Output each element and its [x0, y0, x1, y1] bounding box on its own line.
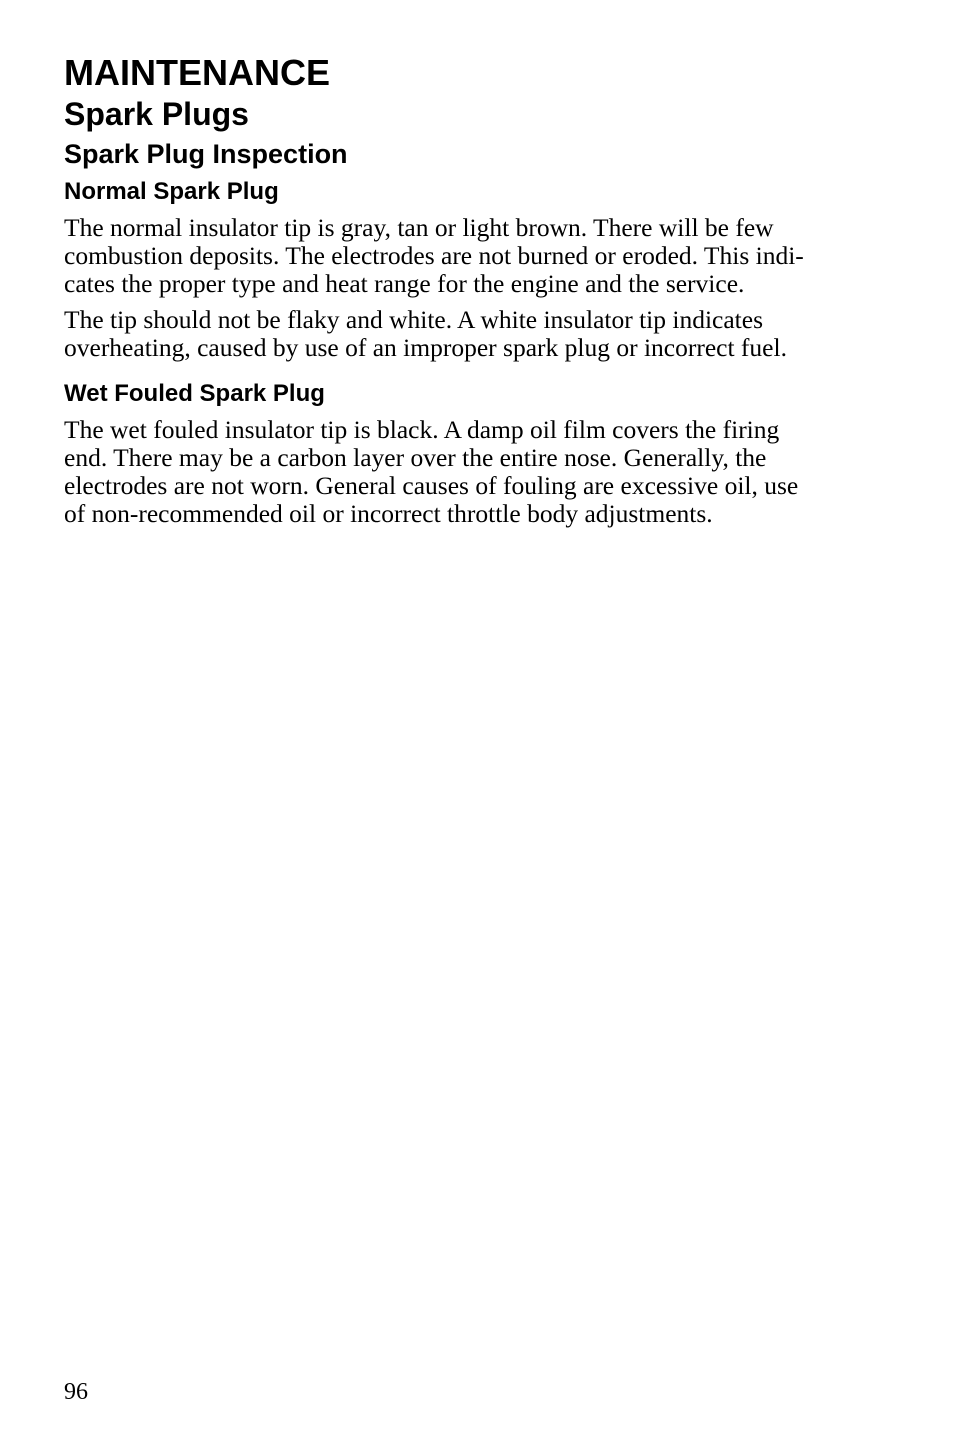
text-line: end. There may be a carbon layer over the entire nose. Generally, the	[64, 443, 767, 472]
text-line: The wet fouled insulator tip is black. A damp oil film covers the firing	[64, 415, 780, 444]
page-number: 96	[64, 1379, 88, 1405]
text-line: electrodes are not worn. General causes of fouling are excessive oil, use	[64, 471, 799, 500]
wet-fouled-plug-heading: Wet Fouled Spark Plug	[64, 380, 325, 407]
normal-plug-paragraph-1	[64, 214, 874, 298]
subsection-title: Spark Plug Inspection	[64, 139, 348, 169]
section-title: Spark Plugs	[64, 96, 249, 132]
text-line: The tip should not be flaky and white. A white insulator tip indicates	[64, 305, 764, 334]
normal-plug-heading: Normal Spark Plug	[64, 178, 279, 205]
text-line: overheating, caused by use of an improper spark plug or incorrect fuel.	[64, 333, 787, 362]
text-line: of non-recommended oil or incorrect throttle body adjustments.	[64, 499, 713, 528]
text-line: cates the proper type and heat range for the engine and the service.	[64, 269, 745, 298]
normal-plug-paragraph-2	[64, 306, 874, 362]
wet-fouled-plug-paragraph	[64, 416, 874, 528]
text-line: The normal insulator tip is gray, tan or light brown. There will be few	[64, 213, 774, 242]
text-line: combustion deposits. The electrodes are not burned or eroded. This indi-	[64, 241, 804, 270]
chapter-title: MAINTENANCE	[64, 52, 330, 93]
page-content	[64, 52, 874, 528]
